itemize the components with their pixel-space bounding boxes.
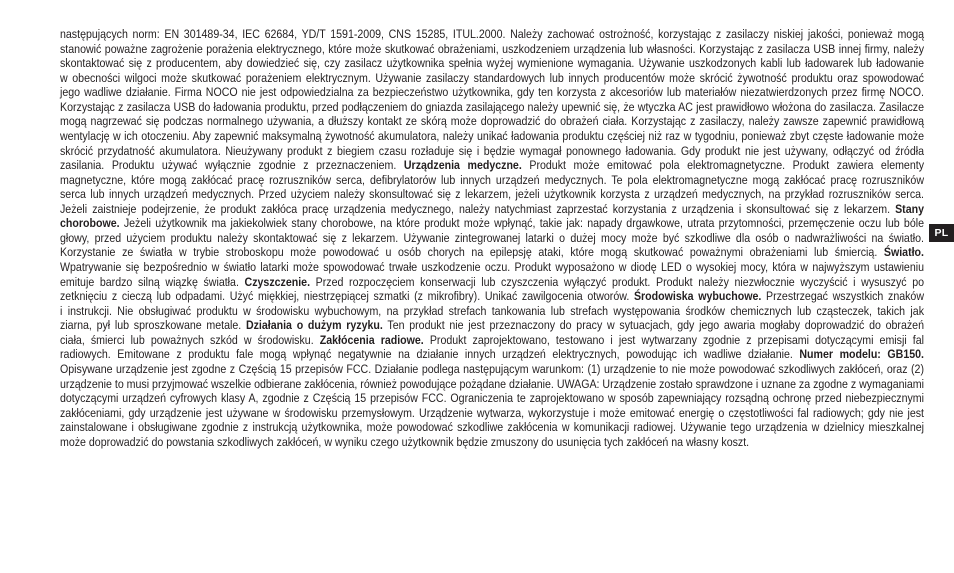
paragraph-text: Produkt zaprojektowano, testowano i jest wytwarzany zgodnie z przepisami dotyczącymi emisji fal [423,332,924,347]
text-line [60,347,924,362]
text-line [60,333,924,348]
text-line-content [60,289,924,304]
text-line-content [60,435,749,450]
paragraph-text: zakłóceniami, gdy urządzenie jest używane w środowisku przemysłowym. Urządzenie wytwarza, wykorzystuje i może emitować energię o częstotliwości fal radiowych; gdy nie jest [60,405,924,420]
paragraph-text: zainstalowane i obsługiwane zgodnie z instrukcją użytkownika, może powodować szkodliwe zakłócenia w komunikacji radiowej. Używanie tego urządzenia w dzielnicy mieszkalnej [60,420,924,435]
paragraph-text: Przestrzegać wszystkich znaków [761,289,924,304]
section-heading: Światło. [883,245,924,260]
paragraph-text: Ten produkt nie jest przeznaczony do pracy w sytuacjach, gdy jego awaria mogłaby doprowadzić do obrażeń [382,318,924,333]
text-line-content [60,129,924,144]
language-tab: PL [929,224,954,242]
text-line [60,71,924,86]
body-text [60,27,924,449]
text-line [60,85,924,100]
text-line-content [60,173,924,188]
text-line-content [60,260,924,275]
text-line [60,391,924,406]
text-line-content [60,231,924,246]
paragraph-text: Jeżeli zaistnieje podejrzenie, że produkt zakłóca pracę urządzenia medycznego, należy natychmiast zaprzestać korzystania z urządzenia i skonsultować się z lekarzem. [60,201,896,216]
text-line [60,42,924,57]
text-line-content [60,144,924,159]
text-line-content [60,347,924,362]
paragraph-text: mogą nagrzewać się podczas normalnego używania, a dłuższy kontakt ze skórą może doprowadzić do obrażeń ciała. Korzystając z zasilaczy, należy zawsze zapewnić prawidłową [60,114,924,129]
text-line-content [60,71,924,86]
text-line [60,129,924,144]
section-heading: Urządzenia medyczne. [403,158,522,173]
paragraph-text: dotyczącymi urządzeń cyfrowych klasy A, zgodnie z Częścią 15 przepisów FCC. Ograniczenia te zaprojektowano w sposób zapewniający rozsądną ochronę przed niebezpiecznymi [60,391,924,406]
paragraph-text: zasilania. Produktu używać wyłącznie zgodnie z przeznaczeniem. [60,158,404,173]
text-line [60,158,924,173]
text-line-content [60,27,924,42]
text-line [60,100,924,115]
paragraph-text: wentylację w ich otoczeniu. Aby zapewnić maksymalną żywotność akumulatora, należy unikać ładowania produktu częściej niż raz w tygodniu, ponieważ zbyt częste ładowanie może [60,128,924,143]
paragraph-text: ciała, śmierci lub poważnych szkód w środowisku. [60,332,320,347]
section-heading: Zakłócenia radiowe. [319,332,424,347]
text-line-content [60,114,924,129]
text-line [60,56,924,71]
paragraph-text: emituje bardzo silną wiązkę światła. [60,274,245,289]
text-line [60,304,924,319]
paragraph-text: skrócić przydatność akumulatora. Nieużywany produkt z biegiem czasu rozładuje się i będzie wymagał ponownego ładowania. Gdy produkt nie jest używany, odłączyć od źródła [60,143,924,158]
text-line-content [60,420,924,435]
text-line-content [60,100,924,115]
paragraph-text: Korzystając z zasilacza USB do ładowania produktu, przed podłączeniem do gniazda zasilającego należy upewnić się, że wtyczka AC jest prawidłowo włożona do zasilacza. Zasilacze [60,99,924,114]
text-line [60,420,924,435]
text-line [60,245,924,260]
section-heading: Czyszczenie. [244,274,311,289]
paragraph-text: i instrukcji. Nie obsługiwać produktu w środowisku wybuchowym, na przykład strefach tankowania lub strefach występowania środków chemicznych lub cząsteczek, takich jak [60,303,924,318]
paragraph-text: Opisywane urządzenie jest zgodne z Częścią 15 przepisów FCC. Działanie podlega następującym warunkom: (1) urządzenie to nie może powodować szkodliwych zakłóceń, oraz (2) [60,361,924,376]
text-line [60,435,924,450]
text-line-content [60,56,924,71]
text-line-content [60,85,924,100]
text-line-content [60,42,924,57]
paragraph-text: Korzystanie ze światła w trybie stroboskopu może powodować u osób chorych na epilepsję ataki, które mogą skutkować poważnymi obrażeniami lub śmiercią. [60,245,884,260]
text-line [60,187,924,202]
paragraph-text: w obecności wilgoci może skutkować porażeniem elektrycznym. Używanie zasilaczy standardowych lub innych producentów może skrócić żywotność produktu oraz spowodować [60,70,924,85]
text-line [60,202,924,217]
paragraph-text: zetknięciu z cieczą lub odpadami. Użyć miękkiej, niestrzępiącej szmatki (z mikrofibry). Unikać zawilgocenia otworów. [60,289,634,304]
text-line [60,406,924,421]
section-heading: Środowiska wybuchowe. [633,289,762,304]
text-line-content [60,333,924,348]
text-line-content [60,406,924,421]
text-line-content [60,216,924,231]
text-line-content [60,304,924,319]
paragraph-text: urządzenie to musi przyjmować wszelkie odbierane zakłócenia, również powodujące pożądane działanie. UWAGA: Urządzenie zostało sprawdzone i uznane za zgodne z wymaganiami [60,376,924,391]
text-line-content [60,158,924,173]
text-line [60,318,924,333]
paragraph-text: może doprowadzić do powstania szkodliwych zakłóceń, w wyniku czego użytkownik będzie zmuszony do usunięcia tych zakłóceń na własny koszt. [60,434,750,449]
paragraph-text: Przed rozpoczęciem konserwacji lub czyszczenia wyłączyć produkt. Produkt należy niezwłocznie wyczyścić i wysuszyć po [310,274,925,289]
text-line-content [60,202,924,217]
text-line [60,231,924,246]
text-line-content [60,362,924,377]
text-line-content [60,391,924,406]
text-line [60,173,924,188]
text-line-content [60,245,924,260]
text-line-content [60,318,924,333]
text-line [60,362,924,377]
text-line [60,260,924,275]
text-line [60,289,924,304]
paragraph-text: Wpatrywanie się bezpośrednio w światło latarki może spowodować trwałe uszkodzenie oczu. Produkt wyposażono w diodę LED o wysokiej mocy, która w najwyższym ustawieniu [60,260,924,274]
text-line-content [60,377,924,392]
paragraph-text: następujących norm: EN 301489-34, IEC 62684, YD/T 1591-2009, CNS 15285, ITUL.2000. Należy zachować ostrożność, korzystając z zasilaczy niskiej jakości, ponieważ mogą [60,27,924,41]
text-line [60,275,924,290]
paragraph-text: serca lub innych urządzeń medycznych. Przed użyciem należy skonsultować się z lekarzem, jeżeli użytkownik korzysta z urządzeń medycznych, na przykład rozruszników serca. [60,187,924,202]
paragraph-text: jego wadliwe działanie. Firma NOCO nie jest odpowiedzialna za bezpieczeństwo użytkownika, gdy ten korzysta z akcesoriów lub materiałów niezatwierdzonych przez firmę NOCO. [60,85,924,100]
paragraph-text: skontaktować się z producentem, aby dowiedzieć się, czy zasilacz użytkownika spełnia wyżej wymienione wymagania. Używanie uszkodzonych kabli lub ładowarek lub ładowanie [60,56,924,71]
paragraph-text: ziarna, pył lub sproszkowane metale. [60,318,246,333]
paragraph-text: głowy, przed użyciem produktu należy skontaktować się z lekarzem. Używanie zintegrowanej latarki o dużej mocy może być szkodliwe dla osób o nadwrażliwości na światło. [60,230,924,245]
text-line [60,216,924,231]
paragraph-text: Jeżeli użytkownik ma jakiekolwiek stany chorobowe, na które produkt może wpłynąć, takie jak: napady drgawkowe, utrata przytomności, przemęczenie oczu lub bóle [119,216,924,231]
section-heading: chorobowe. [60,216,120,231]
paragraph-text: stanowić poważne zagrożenie porażenia elektrycznego, które może skutkować obrażeniami, uszkodzeniem urządzenia lub własności. Korzystając z zasilacza USB innej firmy, należy [60,41,924,56]
text-line-content [60,187,924,202]
text-line [60,144,924,159]
section-heading: Działania o dużym ryzyku. [245,318,383,333]
text-line [60,27,924,42]
paragraph-text: magnetyczne, które mogą zakłócać pracę rozruszników serca, defibrylatorów lub innych urządzeń medycznych. Te pola elektromagnetyczne mogą zakłócać pracę rozruszników [60,172,924,187]
text-line [60,114,924,129]
paragraph-text: radiowych. Emitowane z produktu fale mogą wpłynąć negatywnie na działanie innych urządzeń elektrycznych, powodując ich wadliwe działanie. [60,347,800,362]
section-heading: Stany [895,201,924,216]
text-line-content [60,275,924,290]
text-line [60,377,924,392]
section-heading: Numer modelu: GB150. [799,347,924,362]
paragraph-text: Produkt może emitować pola elektromagnetyczne. Produkt zawiera elementy [521,158,924,173]
